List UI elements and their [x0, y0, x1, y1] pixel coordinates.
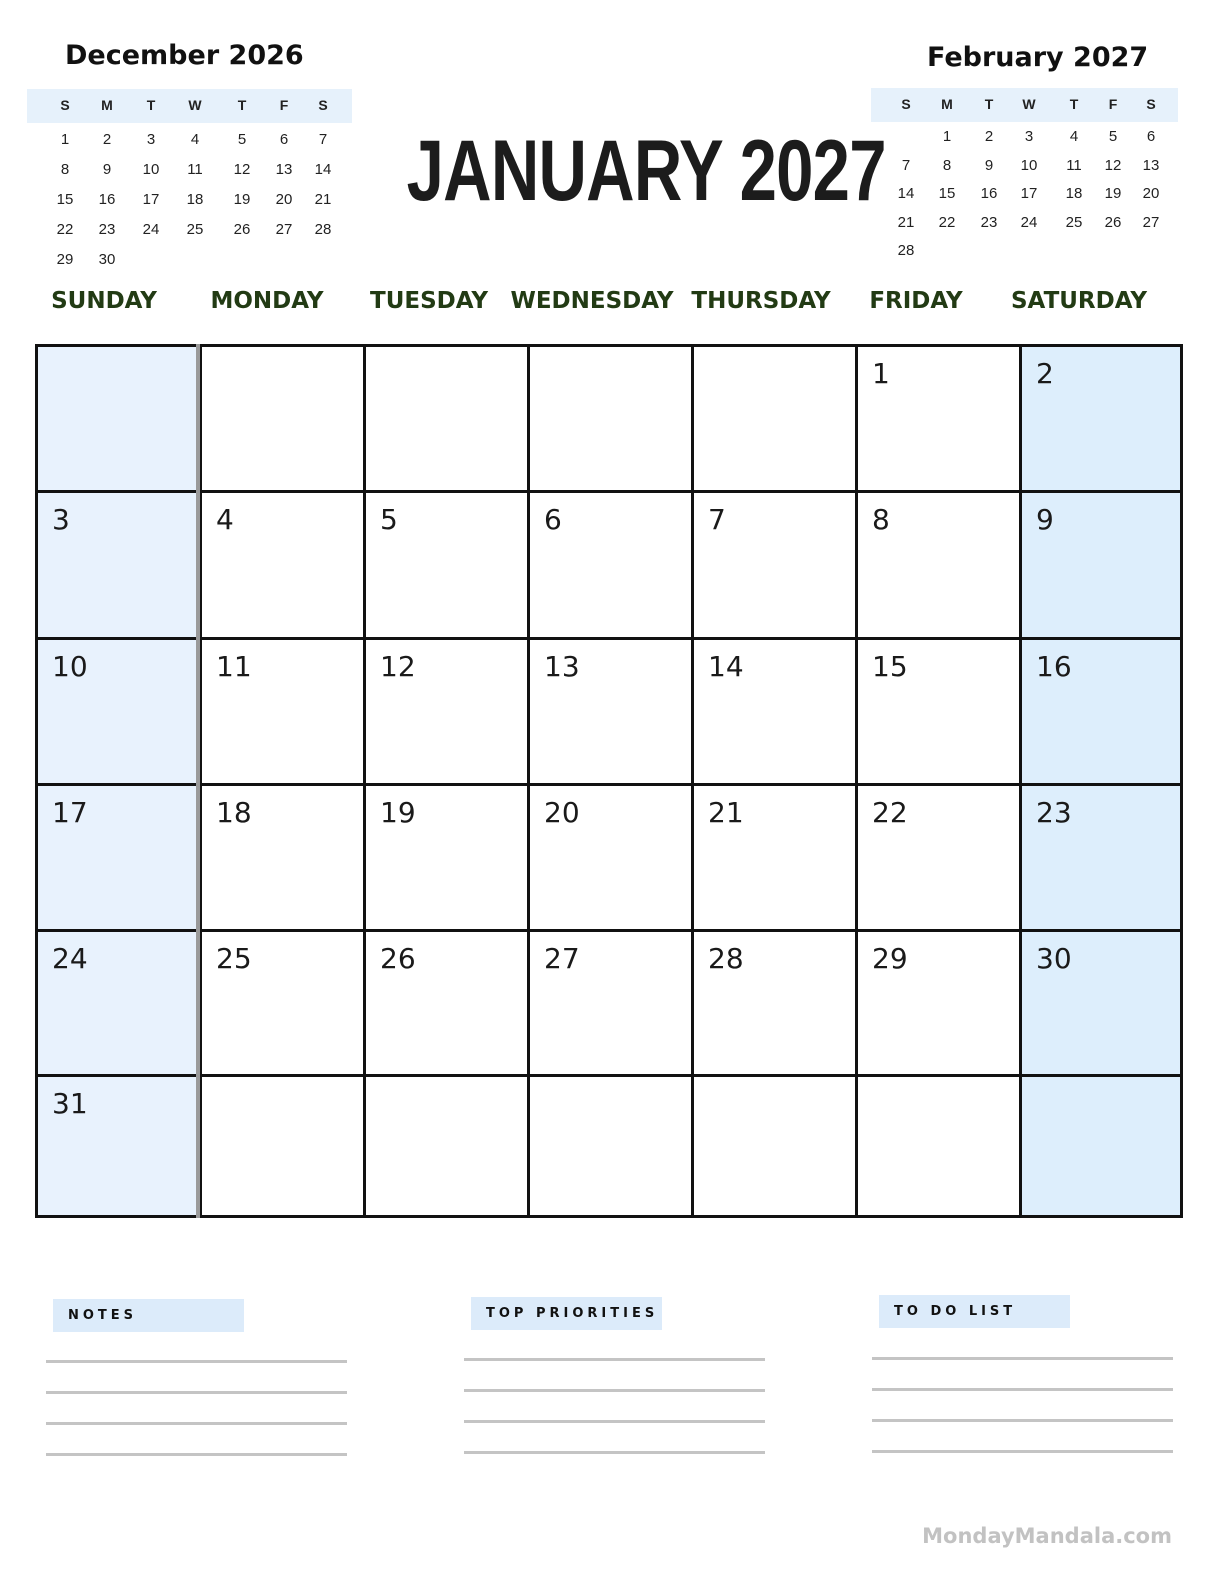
mini-day[interactable]: 2 [984, 128, 994, 145]
mini-day[interactable]: 21 [314, 191, 332, 208]
day-number: 6 [544, 503, 562, 536]
notes-line[interactable] [46, 1453, 347, 1456]
mini-day[interactable]: 26 [1104, 214, 1122, 231]
top-priorities-label: TOP PRIORITIES [471, 1297, 662, 1330]
mini-day-header: T [237, 97, 247, 113]
day-cell[interactable] [1022, 493, 1180, 640]
day-number: 2 [1036, 357, 1054, 390]
mini-day-header: F [279, 97, 289, 113]
day-cell[interactable] [694, 932, 858, 1077]
day-cell[interactable] [694, 1077, 858, 1215]
day-number: 13 [544, 650, 580, 683]
day-cell[interactable] [530, 640, 694, 786]
mini-day[interactable]: 19 [1104, 185, 1122, 202]
mini-day[interactable]: 4 [190, 131, 200, 148]
mini-day[interactable]: 10 [142, 161, 160, 178]
mini-day[interactable]: 5 [1108, 128, 1118, 145]
day-cell[interactable] [1022, 347, 1180, 493]
day-cell[interactable] [530, 786, 694, 932]
day-cell[interactable] [694, 640, 858, 786]
mini-day[interactable]: 17 [1020, 185, 1038, 202]
mini-day[interactable]: 5 [237, 131, 247, 148]
day-cell[interactable] [858, 347, 1022, 493]
notes-line[interactable] [46, 1391, 347, 1394]
day-number: 20 [544, 796, 580, 829]
day-number: 9 [1036, 503, 1054, 536]
day-cell[interactable] [858, 786, 1022, 932]
day-cell[interactable] [694, 493, 858, 640]
day-cell[interactable] [202, 1077, 366, 1215]
mini-day-header: W [1022, 96, 1036, 112]
day-number: 17 [52, 796, 88, 829]
weekday-header-friday: FRIDAY [869, 288, 963, 314]
notes-label: NOTES [53, 1299, 244, 1332]
month-grid [35, 344, 1183, 1218]
mini-day[interactable]: 3 [146, 131, 156, 148]
mini-day[interactable]: 25 [1065, 214, 1083, 231]
day-number: 23 [1036, 796, 1072, 829]
mini-day-header: S [901, 96, 911, 112]
day-cell[interactable] [202, 640, 366, 786]
day-number: 28 [708, 942, 744, 975]
day-number: 18 [216, 796, 252, 829]
mini-day[interactable]: 4 [1069, 128, 1079, 145]
day-number: 3 [52, 503, 70, 536]
day-cell[interactable] [858, 932, 1022, 1077]
day-cell[interactable] [366, 932, 530, 1077]
day-cell[interactable] [530, 932, 694, 1077]
day-cell[interactable] [858, 640, 1022, 786]
day-cell[interactable] [38, 786, 202, 932]
day-number: 22 [872, 796, 908, 829]
mini-day[interactable]: 9 [102, 161, 112, 178]
notes-line[interactable] [46, 1360, 347, 1363]
day-number: 24 [52, 942, 88, 975]
mini-day[interactable]: 27 [275, 221, 293, 238]
day-cell[interactable] [38, 493, 202, 640]
day-number: 8 [872, 503, 890, 536]
day-number: 10 [52, 650, 88, 683]
mini-day-header: W [188, 97, 202, 113]
mini-day-header: T [146, 97, 156, 113]
mini-day[interactable]: 23 [980, 214, 998, 231]
mini-day[interactable]: 28 [314, 221, 332, 238]
weekday-header-tuesday: TUESDAY [370, 288, 488, 314]
mini-calendar-title: February 2027 [927, 42, 1149, 73]
weekday-header-monday: MONDAY [210, 288, 324, 314]
day-number: 26 [380, 942, 416, 975]
day-cell[interactable] [366, 640, 530, 786]
mini-day[interactable]: 14 [897, 185, 915, 202]
mini-day[interactable]: 28 [897, 242, 915, 259]
mini-day[interactable]: 27 [1142, 214, 1160, 231]
mini-day-header: S [1146, 96, 1156, 112]
todo-line[interactable] [872, 1450, 1173, 1453]
day-cell[interactable] [1022, 640, 1180, 786]
day-cell[interactable] [694, 786, 858, 932]
mini-day[interactable]: 14 [314, 161, 332, 178]
day-cell[interactable] [38, 640, 202, 786]
day-number: 25 [216, 942, 252, 975]
mini-day[interactable]: 13 [1142, 157, 1160, 174]
day-cell[interactable] [202, 932, 366, 1077]
mini-day[interactable]: 19 [233, 191, 251, 208]
day-cell[interactable] [38, 347, 202, 493]
mini-day-header: T [1069, 96, 1079, 112]
mini-day[interactable]: 6 [279, 131, 289, 148]
todo-line[interactable] [872, 1419, 1173, 1422]
day-number: 7 [708, 503, 726, 536]
mini-day[interactable]: 7 [901, 157, 911, 174]
mini-day[interactable]: 21 [897, 214, 915, 231]
priorities-line[interactable] [464, 1420, 765, 1423]
day-cell[interactable] [530, 1077, 694, 1215]
day-number: 5 [380, 503, 398, 536]
day-cell[interactable] [366, 1077, 530, 1215]
day-cell[interactable] [1022, 932, 1180, 1077]
day-number: 11 [216, 650, 252, 683]
mini-day[interactable]: 20 [1142, 185, 1160, 202]
mini-day-header: T [984, 96, 994, 112]
day-number: 16 [1036, 650, 1072, 683]
priorities-line[interactable] [464, 1451, 765, 1454]
mini-day-header: M [941, 96, 953, 112]
mini-day[interactable]: 24 [142, 221, 160, 238]
day-number: 12 [380, 650, 416, 683]
watermark: MondayMandala.com [922, 1524, 1172, 1548]
mini-day[interactable]: 10 [1020, 157, 1038, 174]
day-cell[interactable] [858, 1077, 1022, 1215]
mini-day[interactable]: 29 [56, 251, 74, 268]
mini-day-header: M [101, 97, 113, 113]
mini-day[interactable]: 12 [1104, 157, 1122, 174]
todo-line[interactable] [872, 1357, 1173, 1360]
mini-day[interactable]: 25 [186, 221, 204, 238]
day-number: 31 [52, 1087, 88, 1120]
day-number: 21 [708, 796, 744, 829]
mini-day[interactable]: 7 [318, 131, 328, 148]
mini-day[interactable]: 16 [980, 185, 998, 202]
mini-day[interactable]: 1 [942, 128, 952, 145]
day-cell[interactable] [366, 347, 530, 493]
day-cell[interactable] [202, 347, 366, 493]
weekday-header-sunday: SUNDAY [51, 288, 157, 314]
day-number: 19 [380, 796, 416, 829]
day-cell[interactable] [858, 493, 1022, 640]
mini-day[interactable]: 3 [1024, 128, 1034, 145]
page-title: JANUARY 2027 [406, 123, 886, 219]
todo-list-label: TO DO LIST [879, 1295, 1070, 1328]
day-cell[interactable] [694, 347, 858, 493]
day-cell[interactable] [202, 493, 366, 640]
day-cell[interactable] [1022, 1077, 1180, 1215]
sunday-column-shadow [196, 344, 200, 1218]
mini-day[interactable]: 18 [186, 191, 204, 208]
mini-day[interactable]: 8 [942, 157, 952, 174]
day-number: 4 [216, 503, 234, 536]
day-cell[interactable] [366, 493, 530, 640]
mini-day[interactable]: 18 [1065, 185, 1083, 202]
weekday-header-saturday: SATURDAY [1010, 288, 1147, 314]
mini-day[interactable]: 1 [60, 131, 70, 148]
priorities-line[interactable] [464, 1389, 765, 1392]
notes-line[interactable] [46, 1422, 347, 1425]
day-number: 15 [872, 650, 908, 683]
mini-day[interactable]: 6 [1146, 128, 1156, 145]
weekday-header-wednesday: WEDNESDAY [510, 288, 674, 314]
day-cell[interactable] [202, 786, 366, 932]
mini-day[interactable]: 13 [275, 161, 293, 178]
mini-day[interactable]: 15 [938, 185, 956, 202]
day-cell[interactable] [366, 786, 530, 932]
mini-day-header: S [60, 97, 70, 113]
mini-day[interactable]: 26 [233, 221, 251, 238]
day-number: 1 [872, 357, 890, 390]
mini-calendar-title: December 2026 [65, 40, 304, 71]
mini-day[interactable]: 17 [142, 191, 160, 208]
mini-day[interactable]: 11 [1066, 157, 1082, 174]
mini-day[interactable]: 22 [938, 214, 956, 231]
day-cell[interactable] [530, 347, 694, 493]
mini-day[interactable]: 11 [187, 161, 203, 178]
mini-day-header: S [318, 97, 328, 113]
day-number: 30 [1036, 942, 1072, 975]
day-number: 27 [544, 942, 580, 975]
mini-day[interactable]: 16 [98, 191, 116, 208]
weekday-header-thursday: THURSDAY [691, 288, 831, 314]
mini-day[interactable]: 24 [1020, 214, 1038, 231]
priorities-line[interactable] [464, 1358, 765, 1361]
day-cell[interactable] [38, 932, 202, 1077]
todo-line[interactable] [872, 1388, 1173, 1391]
day-number: 14 [708, 650, 744, 683]
day-cell[interactable] [1022, 786, 1180, 932]
mini-day[interactable]: 20 [275, 191, 293, 208]
mini-day-header: F [1108, 96, 1118, 112]
day-cell[interactable] [530, 493, 694, 640]
mini-day[interactable]: 30 [98, 251, 116, 268]
mini-day[interactable]: 2 [102, 131, 112, 148]
day-cell[interactable] [38, 1077, 202, 1215]
mini-day[interactable]: 12 [233, 161, 251, 178]
mini-day[interactable]: 9 [984, 157, 994, 174]
mini-day[interactable]: 8 [60, 161, 70, 178]
mini-day[interactable]: 23 [98, 221, 116, 238]
mini-day[interactable]: 15 [56, 191, 74, 208]
day-number: 29 [872, 942, 908, 975]
mini-day[interactable]: 22 [56, 221, 74, 238]
